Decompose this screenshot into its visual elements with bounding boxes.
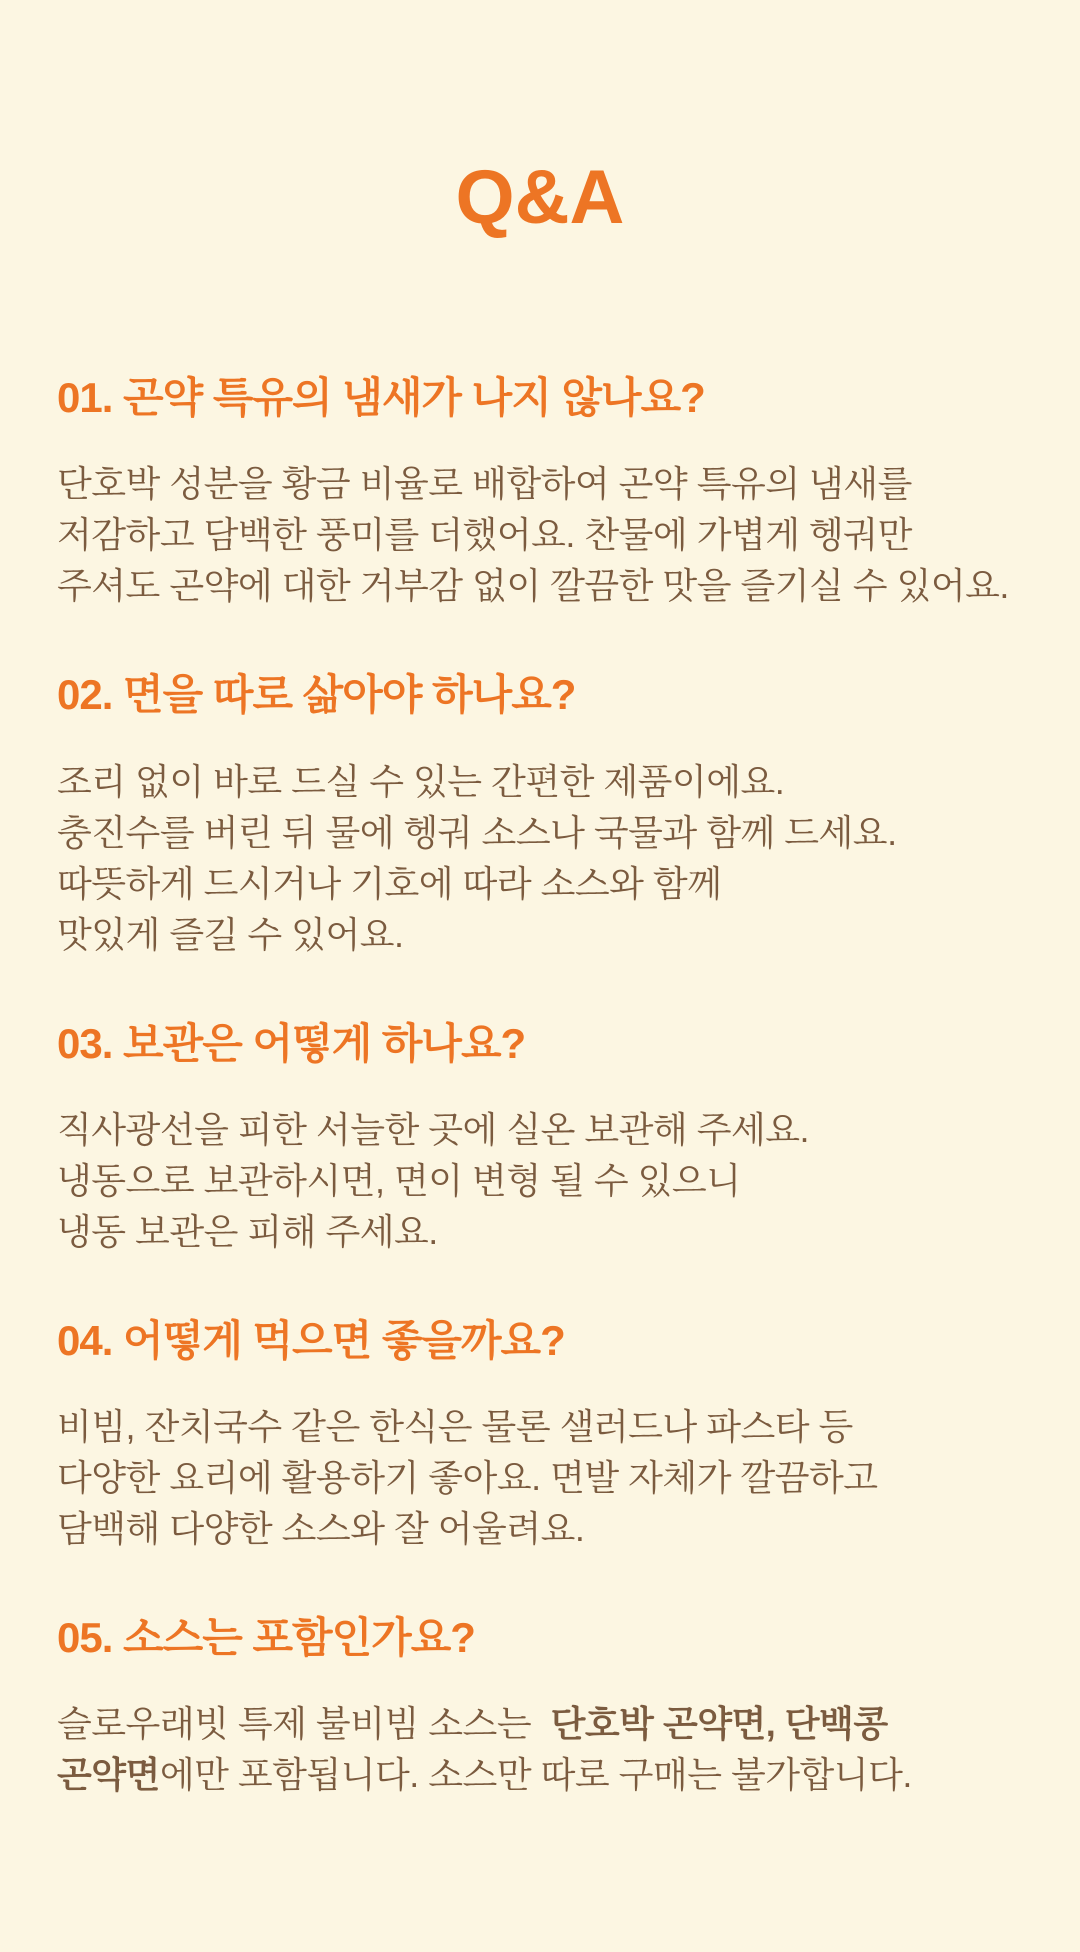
answer-line: 냉동으로 보관하시면, 면이 변형 될 수 있으니 bbox=[57, 1159, 741, 1201]
faq-item-4 bbox=[57, 1317, 1023, 1554]
answer-line: 충진수를 버린 뒤 물에 헹궈 소스나 국물과 함께 드세요. bbox=[57, 811, 897, 853]
answer-line: 주셔도 곤약에 대한 거부감 없이 깔끔한 맛을 즐기실 수 있어요. bbox=[57, 565, 1009, 607]
faq-item-5 bbox=[57, 1614, 1023, 1800]
answer-line: 따뜻하게 드시거나 기호에 따라 소스와 함께 bbox=[57, 862, 722, 904]
answer-line: 저감하고 담백한 풍미를 더했어요. 찬물에 가볍게 헹궈만 bbox=[57, 514, 912, 556]
page-title: Q&A bbox=[455, 155, 625, 240]
answer-line: 맛있게 즐길 수 있어요. bbox=[57, 913, 404, 955]
faq-item-2 bbox=[57, 671, 1023, 959]
question-2: 02. 면을 따로 삶아야 하나요? bbox=[57, 671, 576, 719]
answer-3 bbox=[57, 1104, 1023, 1257]
faq-item-1 bbox=[57, 374, 1023, 611]
question-5: 05. 소스는 포함인가요? bbox=[57, 1614, 475, 1662]
question-4: 04. 어떻게 먹으면 좋을까요? bbox=[57, 1316, 565, 1364]
answer-2 bbox=[57, 756, 1023, 960]
answer-line: 냉동 보관은 피해 주세요. bbox=[57, 1210, 438, 1252]
answer-line bbox=[57, 1698, 1023, 1749]
answer-line bbox=[57, 1749, 1023, 1800]
question-1: 01. 곤약 특유의 냄새가 나지 않나요? bbox=[57, 374, 705, 421]
answer-text-bold: 곤약면 bbox=[57, 1754, 160, 1796]
answer-text-normal: 슬로우래빗 특제 불비빔 소스는 bbox=[57, 1703, 541, 1745]
answer-text-bold: 단호박 곤약면, 단백콩 bbox=[550, 1703, 888, 1745]
answer-1 bbox=[57, 458, 1023, 611]
answer-4 bbox=[57, 1401, 1023, 1554]
answer-line: 다양한 요리에 활용하기 좋아요. 면발 자체가 깔끔하고 bbox=[57, 1457, 878, 1499]
answer-line: 직사광선을 피한 서늘한 곳에 실온 보관해 주세요. bbox=[57, 1108, 810, 1150]
answer-line: 담백해 다양한 소스와 잘 어울려요. bbox=[57, 1508, 585, 1550]
answer-text-normal: 에만 포함됩니다. 소스만 따로 구매는 불가합니다. bbox=[159, 1754, 912, 1796]
answer-line: 비빔, 잔치국수 같은 한식은 물론 샐러드나 파스타 등 bbox=[57, 1406, 853, 1448]
answer-line: 조리 없이 바로 드실 수 있는 간편한 제품이에요. bbox=[57, 760, 785, 802]
answer-5 bbox=[57, 1698, 1023, 1800]
answer-line: 단호박 성분을 황금 비율로 배합하여 곤약 특유의 냄새를 bbox=[57, 463, 912, 505]
faq-item-3 bbox=[57, 1020, 1023, 1257]
question-3: 03. 보관은 어떻게 하나요? bbox=[57, 1019, 526, 1067]
